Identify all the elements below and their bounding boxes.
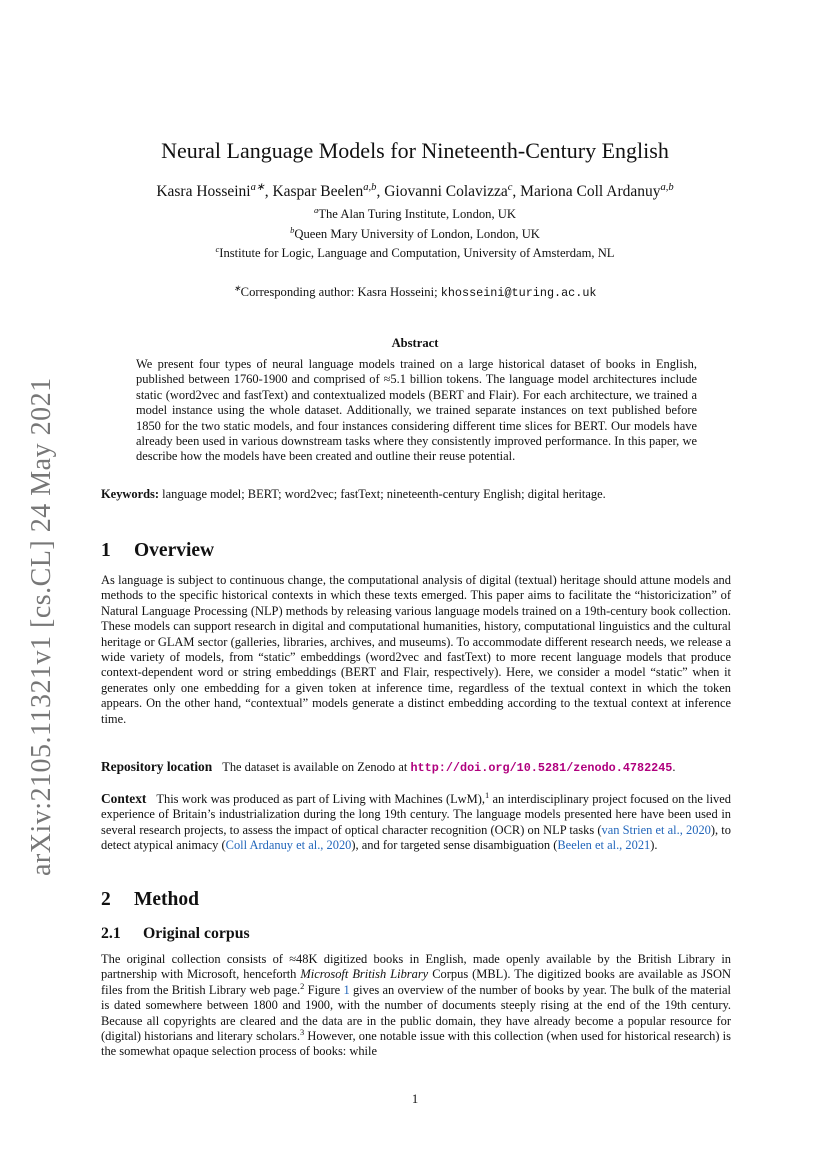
section-heading-method: 2 Method bbox=[101, 889, 199, 910]
author: Giovanni Colavizza$^c$, bbox=[384, 181, 521, 200]
author-list bbox=[100, 183, 730, 201]
abstract-text: We present four types of neural language models trained on a large historical dataset of books in English, published between 1760-1900 and comprised of ≈5.1 billion tokens. The language model architectures include static (word2vec and fastText) and contextualized models (BERT and Flair). For each architecture, we trained a model instance using the whole dataset. Additionally, we trained separate instances on text published before 1850 for the two static models, and four instances considering different time slices for BERT. Our models have already been used in various downstream tasks where they consistently improved performance. In this paper, we describe how the models have been created and outline their reuse potential. bbox=[136, 357, 697, 464]
affiliation: $^b$Queen Mary University of London, London, UK bbox=[290, 224, 540, 241]
arxiv-identifier: arXiv:2105.11321v1 [cs.CL] 24 May 2021 bbox=[26, 377, 57, 876]
keywords-text: language model; BERT; word2vec; fastText; nineteenth-century English; digital heritage. bbox=[162, 487, 606, 501]
author: Mariona Coll Ardanuy$^{a,b}$ bbox=[520, 181, 674, 200]
author: Kasra Hosseini$^{a∗}$, bbox=[156, 181, 273, 200]
context-paragraph: Context This work was produced as part of Living with Machines (LwM),$^1$ an interdisciplinary project focused on the lived experience of Britain’s industrialization during the long 19th century. The language models presented here have been used in several research projects, to assess the impact of optical character recognition (OCR) on NLP tasks (van Strien et al., 2020), to detect atypical animacy (Coll Ardanuy et al., 2020), and for targeted sense disambiguation (Beelen et al., 2021). bbox=[101, 789, 731, 853]
figure-ref-link[interactable]: 1 bbox=[343, 982, 350, 997]
footnote-ref[interactable]: 1 bbox=[484, 789, 490, 800]
subsection-heading-original-corpus: 2.1 Original corpus bbox=[101, 925, 250, 942]
corresponding-author: ∗Corresponding author: Kasra Hosseini; khosseini@turing.ac.uk bbox=[233, 282, 597, 300]
repository-heading: Repository location bbox=[101, 759, 213, 774]
zenodo-link[interactable]: http://doi.org/10.5281/zenodo.4782245 bbox=[410, 761, 673, 775]
page-number: 1 bbox=[411, 1092, 419, 1106]
section-heading-overview: 1 Overview bbox=[101, 540, 215, 561]
citation-link[interactable]: Coll Ardanuy et al., 2020 bbox=[225, 838, 352, 853]
abstract-heading: Abstract bbox=[391, 336, 439, 350]
citation-link[interactable]: van Strien et al., 2020 bbox=[601, 822, 711, 837]
footnote-ref[interactable]: 3 bbox=[299, 1026, 305, 1037]
footnote-ref[interactable]: 2 bbox=[300, 980, 305, 991]
author: Kaspar Beelen$^{a,b}$, bbox=[272, 181, 385, 200]
repository-paragraph: Repository location The dataset is available on Zenodo at http://doi.org/10.5281/zenodo.4782245. bbox=[101, 759, 676, 775]
citation-link[interactable]: Beelen et al., 2021 bbox=[557, 838, 651, 853]
overview-paragraph: As language is subject to continuous change, the computational analysis of digital (textual) heritage should attune models and methods to the specific historical contexts in which these texts emerged. This paper aims to facilitate the “historicization” of Natural Language Processing (NLP) methods by releasing various language models trained on a 19th-century book collection. These models can support research in digital and computational humanities, history, computational linguistics and the cultural heritage or GLAM sector (galleries, libraries, archives, and museums). To accommodate different research needs, we release a wide variety of models, from “static” embeddings (word2vec and fastText) to more recent language models that produce context-dependent word or string embeddings (BERT and Flair, respectively). Here, we consider a model “static” when it generates only one embedding for a given token at inference time, regardless of the textual context in which the token appears. On the other hand, “contextual” models generate a distinct embedding according to the textual context at inference time. bbox=[101, 573, 731, 726]
keywords bbox=[101, 487, 731, 502]
paper-title: Neural Language Models for Nineteenth-Century English bbox=[161, 138, 669, 163]
context-heading: Context bbox=[101, 791, 147, 806]
affiliation: $^c$Institute for Logic, Language and Computation, University of Amsterdam, NL bbox=[215, 243, 615, 260]
affiliation: $^a$The Alan Turing Institute, London, UK bbox=[314, 204, 516, 221]
author-email[interactable]: khosseini@turing.ac.uk bbox=[440, 286, 597, 300]
keywords-label: Keywords: bbox=[101, 487, 160, 501]
corpus-paragraph: The original collection consists of ≈48K digitized books in English, made openly available by the British Library in partnership with Microsoft, henceforth Microsoft British Library Corpus (MBL). The digitized books are available as JSON files from the British Library web page.$^2$ Figure 1 gives an overview of the number of books by year. The bulk of the material is dated somewhere between 1800 and 1900, with the number of documents steeply rising at the end of the 19th century. Because all copyrights are cleared and the data are in the public domain, they have already become a popular resource for (digital) historians and literary scholars.$^3$ However, one notable issue with this collection (when used for historical research) is the somewhat opaque selection process of books: while bbox=[101, 952, 732, 1059]
